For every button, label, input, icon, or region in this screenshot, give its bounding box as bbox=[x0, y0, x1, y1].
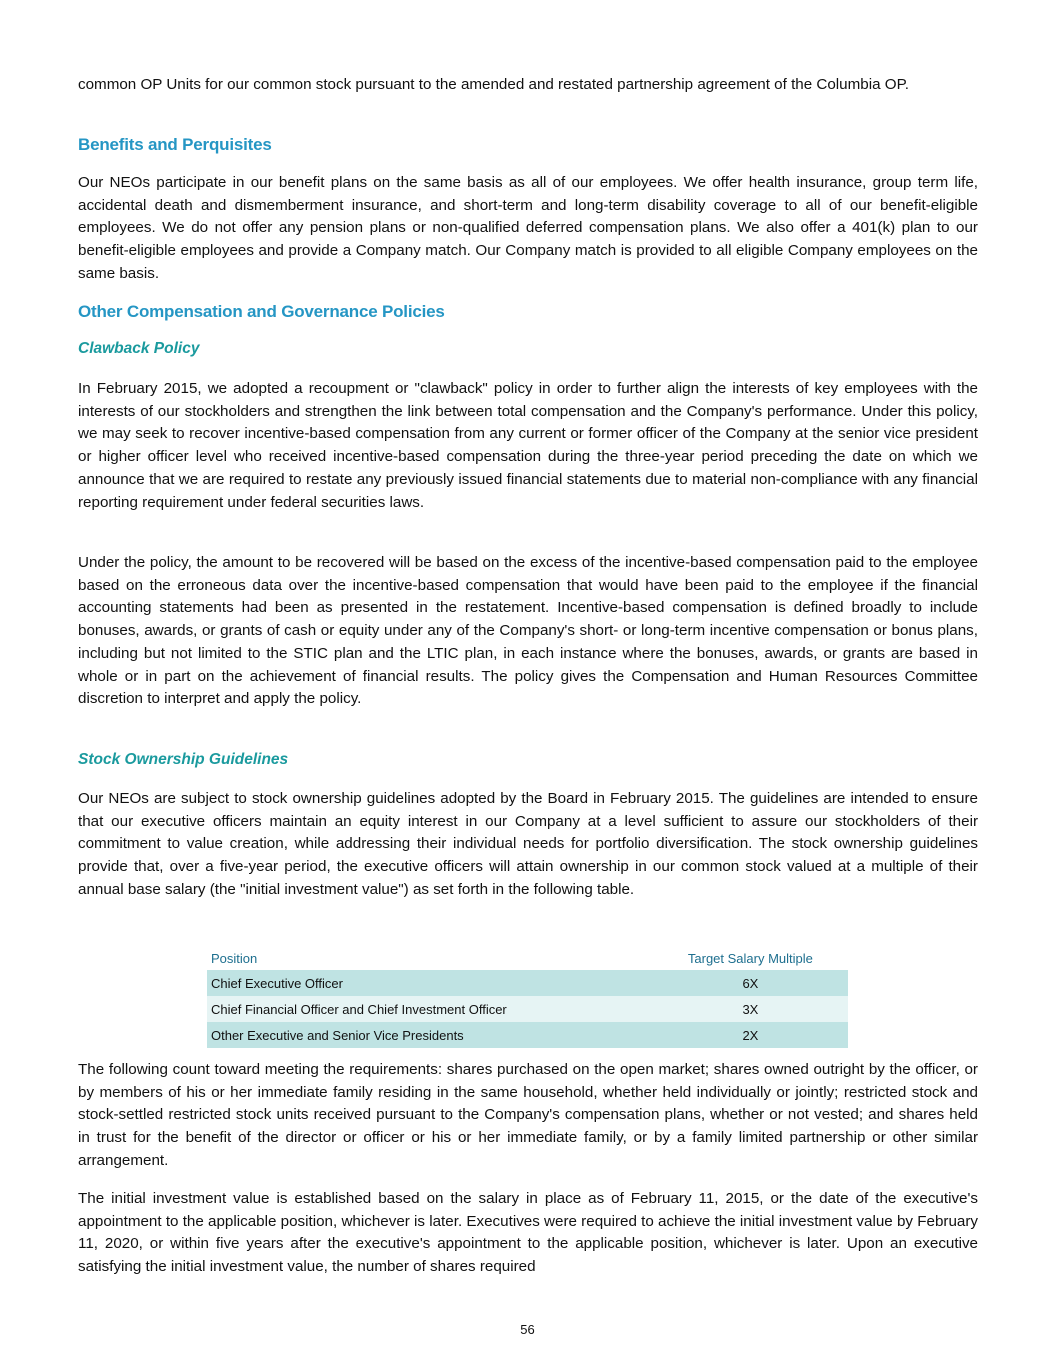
table-row bbox=[207, 996, 848, 1022]
paragraph-initial-investment: The initial investment value is established based on the salary in place as of February 11, 2015, or the date of the executive's appointment to the applicable position, whichever is later. Executives were required to achieve the initial investment value by February 11, 2020, or within five years after the executive's appointment to the applicable position, whichever is later. Upon an executive satisfying the initial investment value, the number of shares required bbox=[78, 1190, 978, 1276]
paragraph-clawback-2: Under the policy, the amount to be recovered will be based on the excess of the incentive-based compensation paid to the employee based on the erroneous data over the incentive-based compensation that would have been paid to the employee if the financial accounting statements had been as presented in the restatement. Incentive-based compensation is defined broadly to include bonuses, awards, or grants of cash or equity under any of the Company's short- or long-term incentive compensation or bonus plans, including but not limited to the STIC plan and the LTIC plan, in each instance where the bonuses, awards, or grants are based in whole or in part on the achievement of financial results. The policy gives the Compensation and Human Resources Committee discretion to interpret and apply the policy. bbox=[78, 554, 978, 708]
table-row bbox=[207, 970, 848, 996]
cell-position: Chief Executive Officer bbox=[207, 970, 653, 996]
paragraph-continuation: common OP Units for our common stock pursuant to the amended and restated partnership agreement of the Columbia OP. bbox=[78, 76, 909, 93]
paragraph-stock-ownership: Our NEOs are subject to stock ownership guidelines adopted by the Board in February 2015. The guidelines are intended to ensure that our executive officers maintain an equity interest in our Company at a level sufficient to assure our stockholders of their commitment to value creation, while addressing their individual needs for portfolio diversification. The stock ownership guidelines provide that, over a five-year period, the executive officers will attain ownership in our common stock valued at a multiple of their annual base salary (the "initial investment value") as set forth in the following table. bbox=[78, 790, 978, 898]
heading-benefits: Benefits and Perquisites bbox=[78, 135, 272, 154]
paragraph-clawback-1: In February 2015, we adopted a recoupment or "clawback" policy in order to further align the interests of key employees with the interests of our stockholders and strengthen the link between total compensation and the Company's performance. Under this policy, we may seek to recover incentive-based compensation from any current or former officer of the Company at the senior vice president or higher officer level who received incentive-based compensation during the three-year period preceding the date on which we announce that we are required to restate any previously issued financial statements due to material non-compliance with any financial reporting requirement under federal securities laws. bbox=[78, 380, 978, 511]
cell-position: Chief Financial Officer and Chief Investment Officer bbox=[207, 996, 653, 1022]
cell-multiple: 2X bbox=[653, 1022, 848, 1048]
salary-multiple-table bbox=[207, 946, 848, 1048]
page-number: 56 bbox=[520, 1322, 535, 1337]
column-header-multiple: Target Salary Multiple bbox=[687, 950, 813, 966]
cell-multiple: 6X bbox=[653, 970, 848, 996]
subheading-stock-ownership: Stock Ownership Guidelines bbox=[78, 751, 289, 768]
table-header bbox=[207, 946, 848, 970]
cell-multiple: 3X bbox=[653, 996, 848, 1022]
paragraph-requirements: The following count toward meeting the requirements: shares purchased on the open market; shares owned outright by the officer, or by members of his or her immediate family residing in the same household, whether held individually or jointly; restricted stock and stock-settled restricted stock units received pursuant to the Company's compensation plans, whether or not vested; and shares held in trust for the benefit of the director or officer or his or her immediate family, or by a family limited partnership or other similar arrangement. bbox=[78, 1061, 978, 1169]
table-row bbox=[207, 1022, 848, 1048]
paragraph-benefits: Our NEOs participate in our benefit plans on the same basis as all of our employees. We offer health insurance, group term life, accidental death and dismemberment insurance, and short-term and long-term disability coverage to all of our benefit-eligible employees. We do not offer any pension plans or non-qualified deferred compensation plans. We also offer a 401(k) plan to our benefit-eligible employees and provide a Company match. Our Company match is provided to all eligible Company employees on the same basis. bbox=[78, 174, 978, 282]
cell-position: Other Executive and Senior Vice Presidents bbox=[207, 1022, 653, 1048]
subheading-clawback: Clawback Policy bbox=[78, 340, 200, 357]
column-header-position: Position bbox=[211, 950, 258, 966]
heading-other-policies: Other Compensation and Governance Policies bbox=[78, 302, 445, 321]
